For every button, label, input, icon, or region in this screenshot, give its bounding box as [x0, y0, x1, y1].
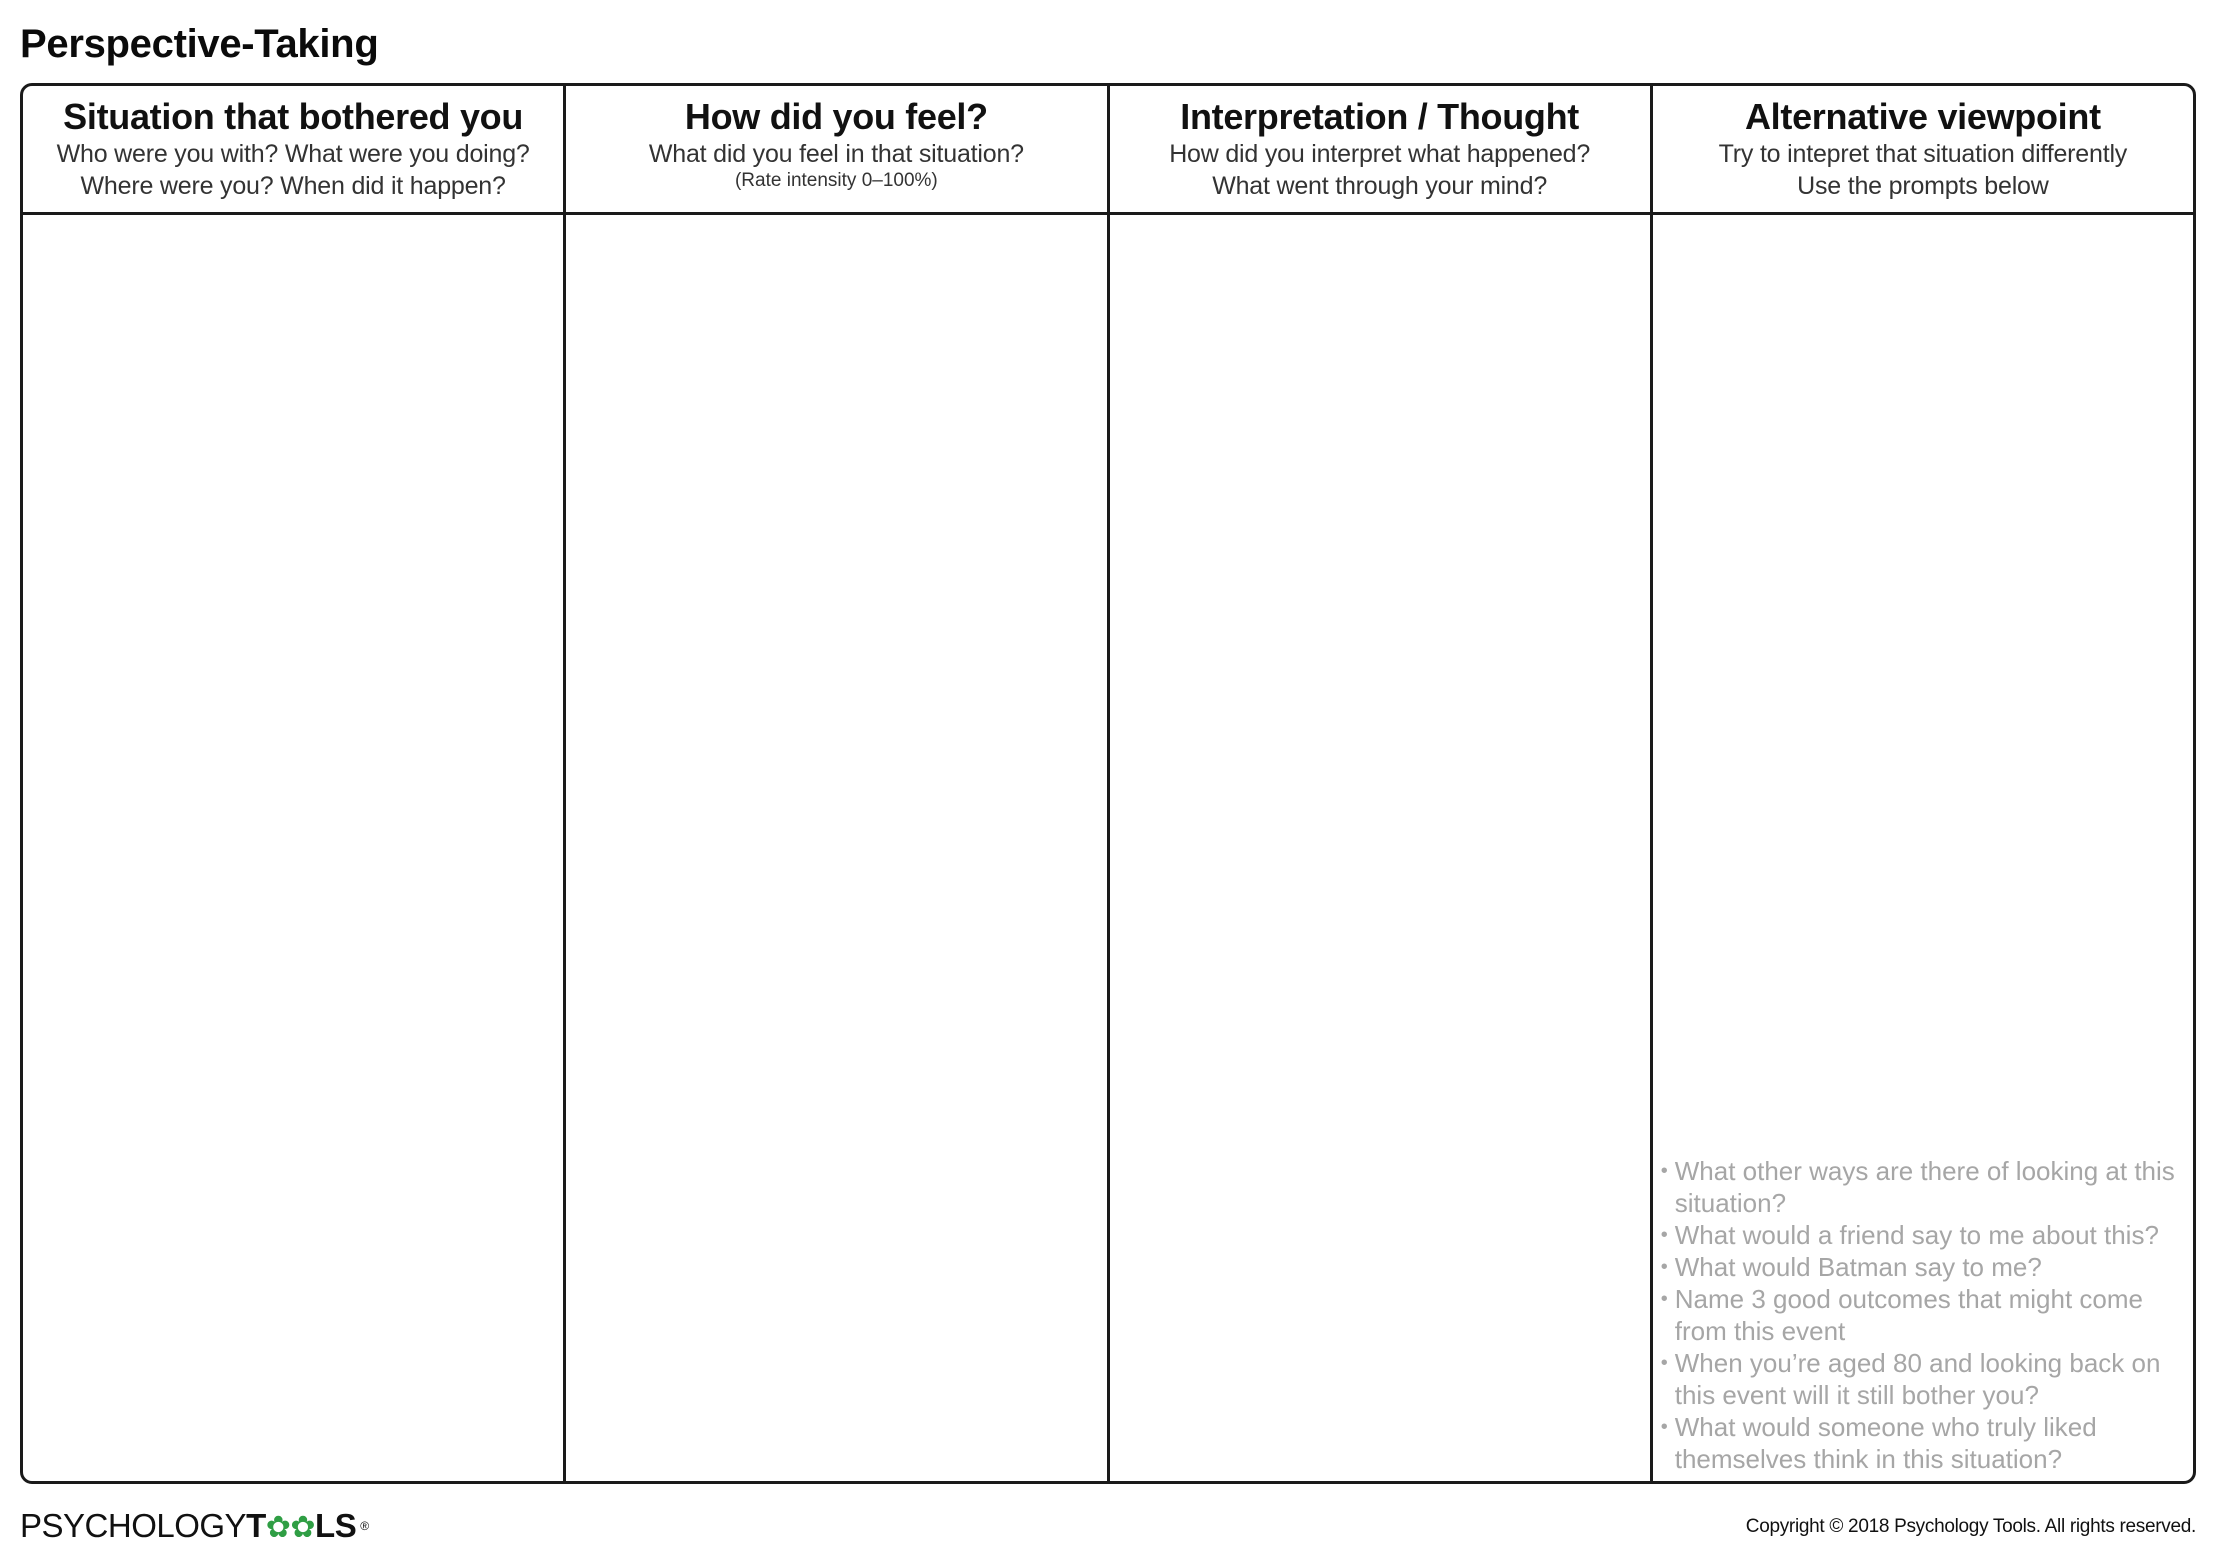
registered-mark: ®: [360, 1519, 369, 1533]
prompt-item: • When you’re aged 80 and looking back on this event will it still bother you?: [1661, 1347, 2181, 1411]
column-title: How did you feel?: [684, 96, 988, 137]
brand-word-tools: [246, 1508, 356, 1546]
brand-logo: [20, 1508, 369, 1546]
column-subtitle: Who were you with? What were you doing?: [56, 140, 530, 168]
column-note: (Rate intensity 0–100%): [734, 170, 938, 191]
column-header-situation: [23, 86, 566, 212]
situation-input[interactable]: [23, 215, 563, 1481]
prompt-item: • What would Batman say to me?: [1661, 1251, 2181, 1283]
copyright-notice: Copyright © 2018 Psychology Tools. All rights reserved.: [1745, 1516, 2196, 1537]
column-header-feeling: [566, 86, 1109, 212]
column-title: Alternative viewpoint: [1744, 96, 2101, 137]
feeling-input[interactable]: [566, 215, 1106, 1481]
prompt-item: • What other ways are there of looking at this situation?: [1661, 1155, 2181, 1219]
gear-icon: ✿: [265, 1511, 291, 1544]
brand-word-psychology: PSYCHOLOGY: [20, 1507, 247, 1544]
worksheet-table: [20, 83, 2196, 1484]
column-header-interpretation: [1110, 86, 1653, 212]
page-title: Perspective-Taking: [20, 22, 379, 66]
body-row: [23, 215, 2193, 1481]
brand-letter: T: [246, 1507, 266, 1544]
situation-write-area[interactable]: [23, 215, 566, 1481]
gear-icon: ✿: [290, 1511, 316, 1544]
interpretation-write-area[interactable]: [1110, 215, 1653, 1481]
prompt-list: [1661, 1155, 2181, 1475]
alternative-write-area[interactable]: [1653, 215, 2193, 1481]
prompt-item: • What would someone who truly liked themselves think in this situation?: [1661, 1411, 2181, 1475]
prompt-item: • Name 3 good outcomes that might come from this event: [1661, 1283, 2181, 1347]
prompt-item: • What would a friend say to me about this?: [1661, 1219, 2181, 1251]
brand-letters: LS: [315, 1507, 357, 1544]
column-subtitle: What went through your mind?: [1212, 172, 1548, 200]
column-subtitle: What did you feel in that situation?: [648, 140, 1024, 168]
feeling-write-area[interactable]: [566, 215, 1109, 1481]
column-subtitle: Where were you? When did it happen?: [80, 172, 506, 200]
column-subtitle: How did you interpret what happened?: [1169, 140, 1591, 168]
column-subtitle: Try to intepret that situation differently: [1718, 140, 2128, 168]
interpretation-input[interactable]: [1110, 215, 1650, 1481]
column-title: Situation that bothered you: [63, 96, 524, 137]
column-header-alternative: [1653, 86, 2193, 212]
column-title: Interpretation / Thought: [1180, 96, 1579, 137]
header-row: [23, 86, 2193, 215]
column-subtitle: Use the prompts below: [1797, 172, 2049, 200]
